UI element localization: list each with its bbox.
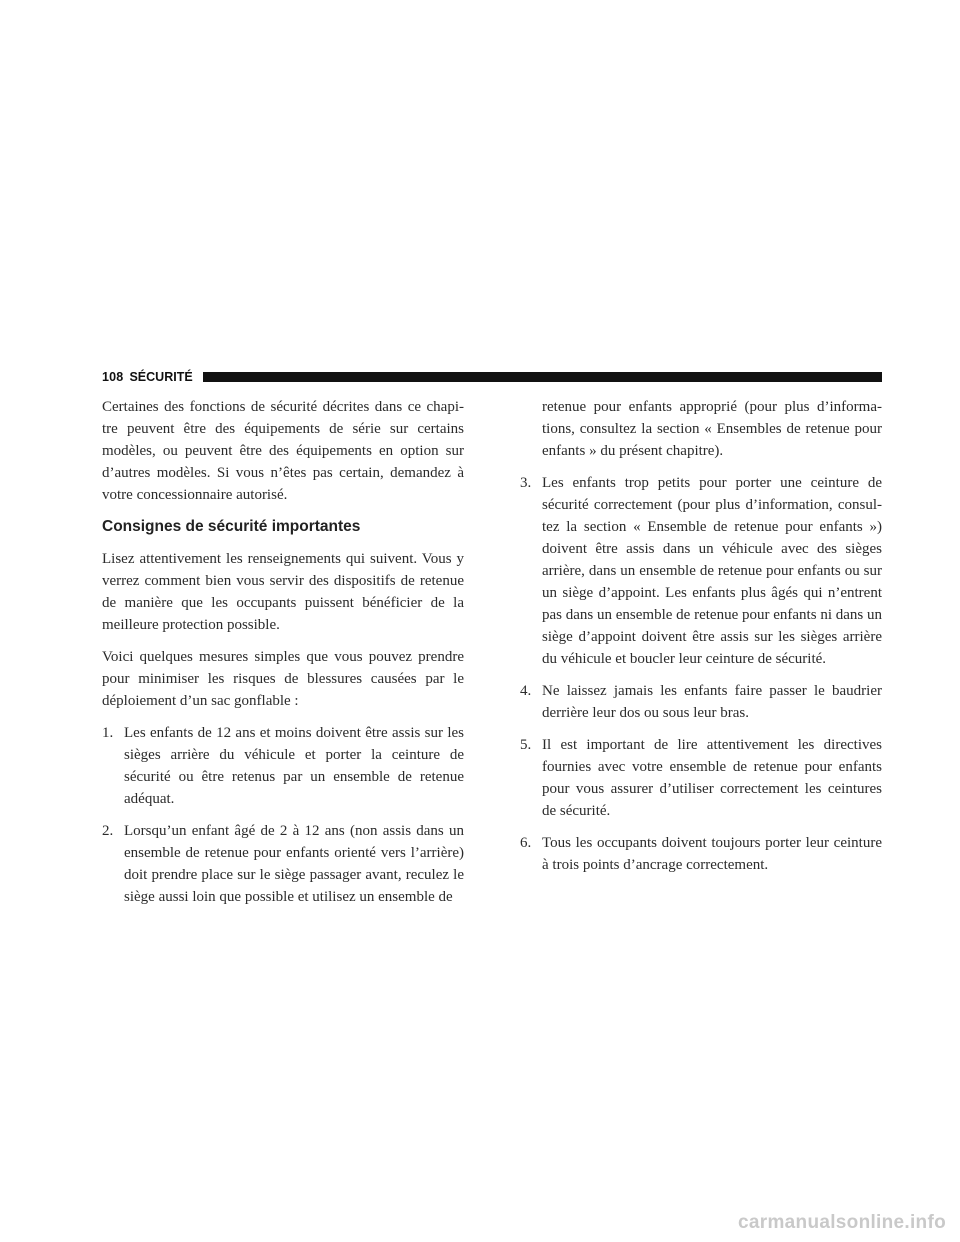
list-number: 4.: [520, 683, 532, 699]
numbered-list: [520, 472, 882, 876]
section-title: SÉCURITÉ: [129, 370, 193, 384]
list-number: 2.: [102, 823, 114, 839]
left-column: [102, 396, 464, 918]
numbered-list: [102, 722, 464, 908]
list-number: 3.: [520, 475, 532, 491]
paragraph: Lisez attentivement les renseignements qui suivent. Vous y verrez comment bien vous servir des dispositifs de retenue de manière que les occupants puissent bénéficier de la meilleure protection possible.: [102, 551, 464, 633]
section-heading: Consignes de sécurité importantes: [102, 518, 361, 535]
list-item: [520, 734, 882, 822]
intro-paragraph: Certaines des fonctions de sécurité décrites dans ce chapi-tre peuvent être des équipements de série sur certains modèles, ou peuvent être des équipements en option sur d’autres modèles. Si vous n’êtes pas certain, demandez à votre concessionnaire autorisé.: [102, 399, 464, 503]
list-text: Les enfants trop petits pour porter une ceinture de sécurité correctement (pour plus d’information, consul-tez la section « Ensemble de retenue pour enfants ») doivent être assis dans un véhicule avec des sièges arrière, dans un ensemble de retenue pour enfants ou sur un siège d’appoint. Les enfants plus âgés qui n’entrent pas dans un ensemble de retenue pour enfants ni dans un siège d’appoint doivent être assis sur les sièges arrière du véhicule et boucler leur ceinture de sécurité.: [542, 475, 882, 667]
list-item: [102, 722, 464, 810]
list-text: Ne laissez jamais les enfants faire passer le baudrier derrière leur dos ou sous leur bras.: [542, 683, 882, 721]
right-column: [520, 396, 882, 886]
list-text: Lorsqu’un enfant âgé de 2 à 12 ans (non assis dans un ensemble de retenue pour enfants orienté vers l’arrière) doit prendre place sur le siège passager avant, reculez le siège aussi loin que possible et utilisez un ensemble de: [124, 823, 464, 905]
list-number: 5.: [520, 737, 532, 753]
list-text: Les enfants de 12 ans et moins doivent être assis sur les sièges arrière du véhicule et porter la ceinture de sécurité ou être retenus par un ensemble de retenue adéquat.: [124, 725, 464, 807]
list-continuation: retenue pour enfants approprié (pour plus d’informa-tions, consultez la section « Ensembles de retenue pour enfants » du présent chapitre).: [542, 399, 882, 459]
list-item: [520, 472, 882, 670]
list-item: [520, 832, 882, 876]
page-header: [102, 369, 882, 385]
page-number: 108: [102, 370, 124, 384]
list-number: 6.: [520, 835, 532, 851]
list-item: [102, 820, 464, 908]
paragraph: Voici quelques mesures simples que vous pouvez prendre pour minimiser les risques de blessures causées par le déploiement d’un sac gonflable :: [102, 649, 464, 709]
watermark: carmanualsonline.info: [738, 1212, 946, 1233]
header-rule: [203, 372, 882, 382]
list-text: Tous les occupants doivent toujours porter leur ceinture à trois points d’ancrage correctement.: [542, 835, 882, 873]
list-text: Il est important de lire attentivement les directives fournies avec votre ensemble de retenue pour enfants pour vous assurer d’utiliser correctement les ceintures de sécurité.: [542, 737, 882, 819]
list-number: 1.: [102, 725, 114, 741]
list-item: [520, 680, 882, 724]
